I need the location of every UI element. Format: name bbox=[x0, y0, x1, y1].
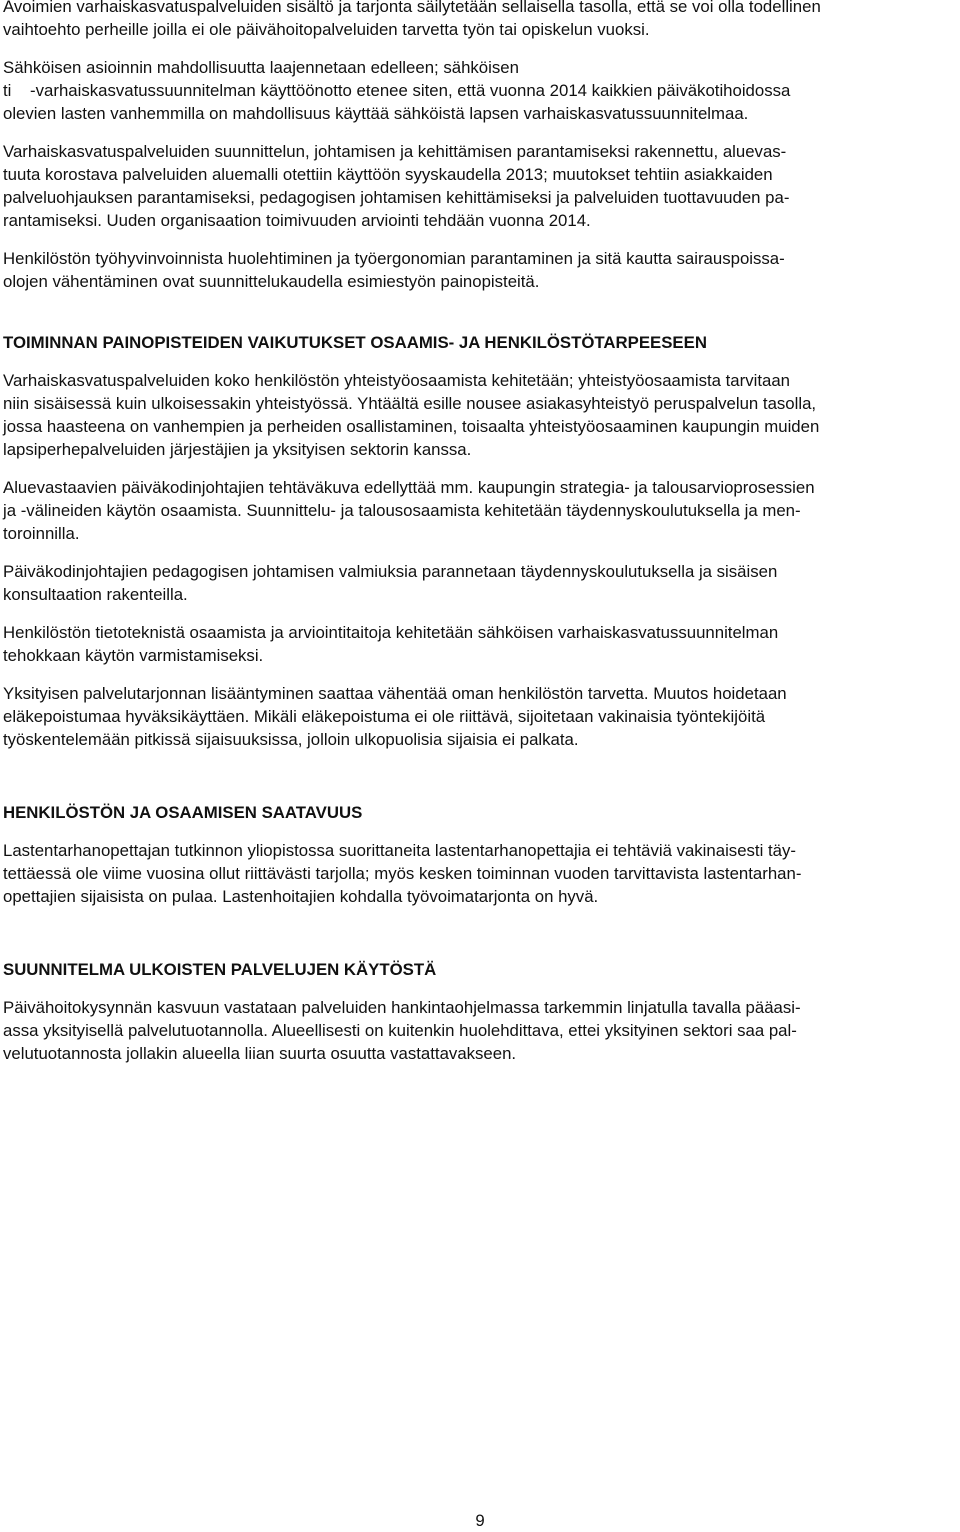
text-line: Varhaiskasvatuspalveluiden koko henkilöstön yhteistyöosaamista kehitetään; yhteistyöosaamista tarvitaan bbox=[3, 371, 790, 390]
text-line: ja -välineiden käytön osaamista. Suunnittelu- ja talousosaamista kehitetään täydennyskoulutuksella ja men- bbox=[3, 501, 801, 520]
text-line: konsultaation rakenteilla. bbox=[3, 585, 188, 604]
section-heading-external-services: SUUNNITELMA ULKOISTEN PALVELUJEN KÄYTÖSTÄ bbox=[3, 960, 437, 979]
text-line: tettäessä ole viime vuosina ollut riittävästi tarjolla; myös kesken toiminnan vuoden tarvittavista lastentarhan- bbox=[3, 864, 802, 883]
text-line: Henkilöstön työhyvinvoinnista huolehtiminen ja työergonomian parantaminen ja sitä kautta sairauspoissa- bbox=[3, 249, 785, 268]
text-line: Lastentarhanopettajan tutkinnon yliopistossa suorittaneita lastentarhanopettajia ei tehtäviä vakinaisesti täy- bbox=[3, 841, 796, 860]
paragraph-pedagogical-leadership bbox=[3, 560, 955, 606]
page-number: 9 bbox=[475, 1511, 485, 1530]
text-line: rantamiseksi. Uuden organisaation toimivuuden arviointi tehdään vuonna 2014. bbox=[3, 211, 591, 230]
text-line: Henkilöstön tietoteknistä osaamista ja arviointitaitoja kehitetään sähköisen varhaiskasvatussuunnitelman bbox=[3, 623, 779, 642]
section-heading-competence-needs: TOIMINNAN PAINOPISTEIDEN VAIKUTUKSET OSAAMIS- JA HENKILÖSTÖTARPEESEEN bbox=[3, 333, 707, 352]
paragraph-staff-wellbeing bbox=[3, 247, 955, 293]
text-line: ti -varhaiskasvatussuunnitelman käyttöönotto etenee siten, että vuonna 2014 kaikkien päiväkotihoidossa bbox=[3, 81, 791, 100]
text-line: Avoimien varhaiskasvatuspalveluiden sisältö ja tarjonta säilytetään sellaisella tasolla, että se voi olla todellinen bbox=[3, 0, 821, 16]
text-line: Päiväkodinjohtajien pedagogisen johtamisen valmiuksia parannetaan täydennyskoulutuksella ja sisäisen bbox=[3, 562, 778, 581]
text-line: Aluevastaavien päiväkodinjohtajien tehtäväkuva edellyttää mm. kaupungin strategia- ja talousarvioprosessien bbox=[3, 478, 815, 497]
text-line: tuuta korostava palveluiden aluemalli otettiin käyttöön syyskaudella 2013; muutokset tehtiin asiakkaiden bbox=[3, 165, 773, 184]
text-line: opettajien sijaisista on pulaa. Lastenhoitajien kohdalla työvoimatarjonta on hyvä. bbox=[3, 887, 599, 906]
text-line: lapsiperhepalveluiden järjestäjien ja yksityisen sektorin kanssa. bbox=[3, 440, 472, 459]
document-page bbox=[3, 0, 955, 1065]
text-line: jossa haasteena on vanhempien ja perheiden osallistaminen, toisaalta yhteistyöosaaminen kaupungin muiden bbox=[3, 417, 820, 436]
text-line: assa yksityisellä palvelutuotannolla. Alueellisesti on kuitenkin huolehdittava, ettei yksityinen sektori saa pal- bbox=[3, 1021, 797, 1040]
text-line: palveluohjauksen parantamiseksi, pedagogisen johtamisen kehittämiseksi ja palveluiden tuottavuuden pa- bbox=[3, 188, 790, 207]
text-line: Päivähoitokysynnän kasvuun vastataan palveluiden hankintaohjelmassa tarkemmin linjatulla tavalla pääasi- bbox=[3, 998, 801, 1017]
paragraph-kindergarten-teachers bbox=[3, 839, 955, 908]
section-heading-staff-availability: HENKILÖSTÖN JA OSAAMISEN SAATAVUUS bbox=[3, 803, 363, 822]
paragraph-open-early-education bbox=[3, 0, 955, 41]
text-line: eläkepoistumaa hyväksikäyttäen. Mikäli eläkepoistuma ei ole riittävä, sijoitetaan vakinaisia työntekijöitä bbox=[3, 707, 766, 726]
paragraph-private-services bbox=[3, 682, 955, 751]
text-line: olevien lasten vanhemmilla on mahdollisuus käyttää sähköistä lapsen varhaiskasvatussuunnitelmaa. bbox=[3, 104, 749, 123]
text-line: toroinnilla. bbox=[3, 524, 80, 543]
text-line: niin sisäisessä kuin ulkoisessakin yhteistyössä. Yhtäältä esille nousee asiakasyhteistyö peruspalvelun tasolla, bbox=[3, 394, 817, 413]
text-line: olojen vähentäminen ovat suunnittelukaudella esimiestyön painopisteitä. bbox=[3, 272, 540, 291]
paragraph-daycare-demand bbox=[3, 996, 955, 1065]
text-line: Varhaiskasvatuspalveluiden suunnittelun, johtamisen ja kehittämisen parantamiseksi rakennettu, aluevas- bbox=[3, 142, 787, 161]
text-line: velutuotannosta jollakin alueella liian suurta osuutta vastattavakseen. bbox=[3, 1044, 517, 1063]
text-line: vaihtoehto perheille joilla ei ole päivähoitopalveluiden tarvetta työn tai opiskelun vuoksi. bbox=[3, 20, 650, 39]
paragraph-area-directors bbox=[3, 476, 955, 545]
paragraph-cooperation-skills bbox=[3, 369, 955, 461]
text-line: Yksityisen palvelutarjonnan lisääntyminen saattaa vähentää oman henkilöstön tarvetta. Muutos hoidetaan bbox=[3, 684, 787, 703]
text-line: Sähköisen asioinnin mahdollisuutta laajennetaan edelleen; sähköisen bbox=[3, 58, 519, 77]
text-line: tehokkaan käytön varmistamiseksi. bbox=[3, 646, 264, 665]
paragraph-electronic-services bbox=[3, 56, 955, 125]
paragraph-service-area-model bbox=[3, 140, 955, 232]
text-line: työskentelemään pitkissä sijaisuuksissa, jolloin ulkopuolisia sijaisia ei palkata. bbox=[3, 730, 579, 749]
paragraph-it-skills bbox=[3, 621, 955, 667]
